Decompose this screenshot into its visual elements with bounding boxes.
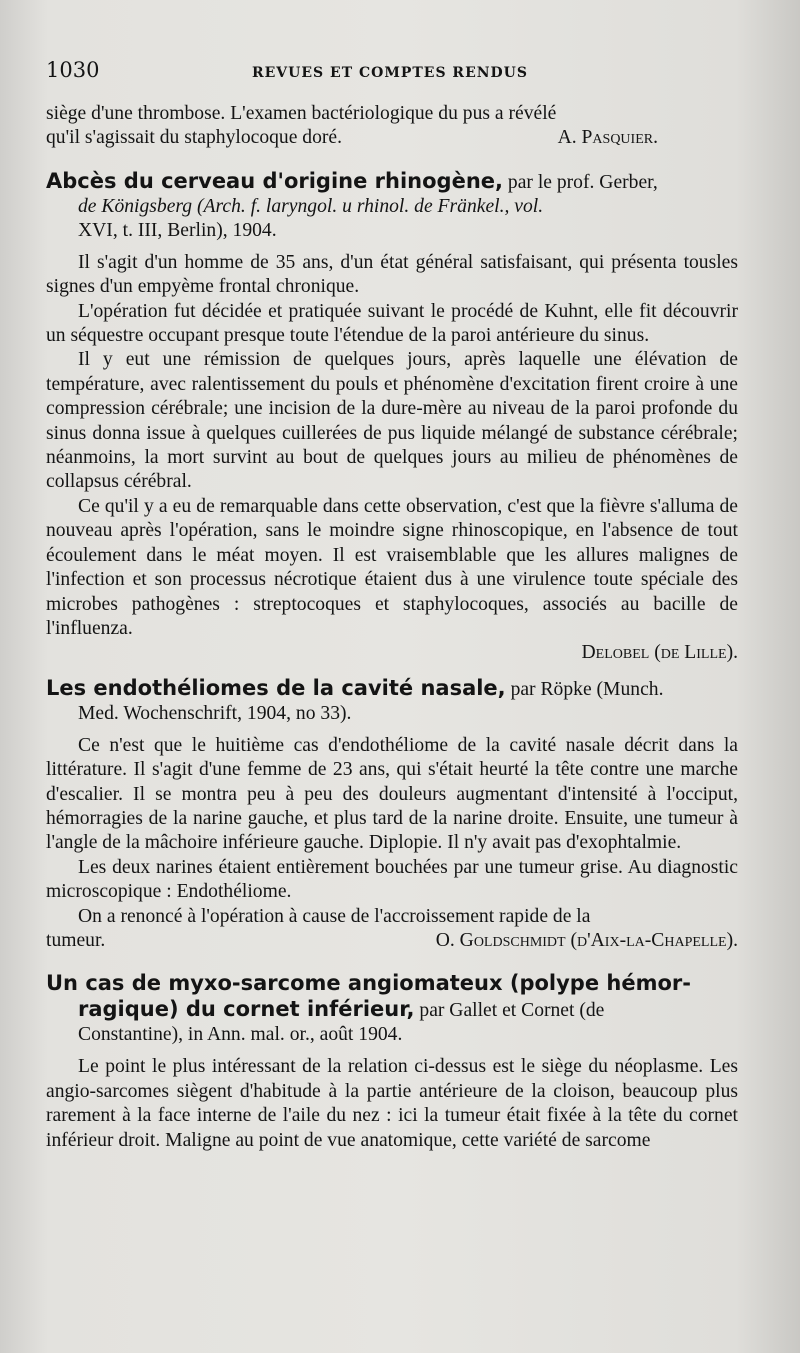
article3-title-1 [46, 971, 738, 997]
intro-line-1: siège d'une thrombose. L'examen bactériologique du pus a révélé [46, 103, 557, 124]
article-abces-cerveau [46, 169, 738, 666]
article2-paragraph-2: Les deux narines étaient entièrement bouchées par une tumeur grise. Au diagnostic microscopique : Endothéliome. [46, 856, 738, 903]
article1-paragraph-1: Il s'agit d'un homme de 35 ans, d'un état général satisfaisant, qui présenta tousles signes d'un empyème frontal chronique. [46, 251, 738, 298]
article2-byline-2: Med. Wochenschrift, 1904, no 33). [78, 702, 352, 724]
article3-byline-2: Constantine), in Ann. mal. or., août 1904. [78, 1024, 403, 1046]
article1-author: Delobel (de Lille). [581, 642, 738, 664]
intro-fragment [46, 102, 738, 151]
article2-title: Les endothéliomes de la cavité nasale, [46, 675, 506, 700]
intro-line-2 [46, 126, 738, 150]
article1-signature-line [46, 641, 738, 665]
article2-paragraph-3: On a renoncé à l'opération à cause de l'accroissement rapide de la [78, 905, 591, 927]
article1-byline-3: XVI, t. III, Berlin), 1904. [78, 219, 277, 241]
article2-signature-line [46, 929, 738, 953]
article1-paragraph-3: Il y eut une rémission de quelques jours, après laquelle une élévation de température, avec ralentissement du pouls et phénomène d'excitation firent croire à une compression cérébrale; une incision de la dure-mère au niveau de la paroi profonde du sinus donna issue à quelques cuillerées de pus liquide mélangé de substance cérébrale; néanmoins, la mort survint au bout de quelques jours au milieu de phénomènes de collapsus cérébral. [46, 349, 738, 493]
article2-paragraph-1: Ce n'est que le huitième cas d'endothéliome de la cavité nasale décrit dans la littérature. Il s'agit d'une femme de 23 ans, qui s'était heurté la tête contre une marche d'escalier. Il se montra peu à peu des douleurs augmentant d'intensité à l'occiput, hémorragies de la narine gauche, et plus tard de la narine droite. Ensuite, une tumeur à l'angle de la mâchoire inférieure gauche. Diplopie. Il n'y avait pas d'exophtalmie. [46, 734, 738, 854]
article2-byline-1: par Röpke (Munch. [510, 678, 664, 700]
intro-line-2-text: qu'il s'agissait du staphylocoque doré. [46, 127, 343, 149]
article1-paragraph-2: L'opération fut décidée et pratiquée suivant le procédé de Kuhnt, elle fit découvrir un séquestre occupant presque toute l'étendue de la paroi antérieure du sinus. [46, 300, 738, 347]
article3-heading-2 [46, 997, 738, 1023]
article1-paragraph-4: Ce qu'il y a eu de remarquable dans cette observation, c'est que la fièvre s'alluma de nouveau après l'opération, sans le moindre signe rhinoscopique, en l'absence de tout écoulement dans le méat moyen. Il est vraisemblable que les allures malignes de l'infection et son processus nécrotique étaient dus à une virulence toute spéciale des microbes pathogènes : streptocoques et staphylocoques, associés au bacille de l'influenza. [46, 495, 738, 639]
article3-title-part-1: Un cas de myxo-sarcome angiomateux (polype hémor- [46, 971, 691, 996]
intro-author: A. Pasquier. [557, 127, 658, 149]
article1-byline-2: de Königsberg (Arch. f. laryngol. u rhinol. de Fränkel., vol. [78, 195, 544, 217]
article2-heading [46, 676, 738, 702]
article2-paragraph-3-end: tumeur. [46, 929, 106, 951]
article1-byline-1: par le prof. Gerber, [507, 171, 658, 193]
page-number: 1030 [46, 58, 100, 82]
article1-heading [46, 169, 738, 195]
article-endotheliomes [46, 676, 738, 954]
page-header [46, 58, 738, 90]
article2-author: O. Goldschmidt (d'Aix-la-Chapelle). [435, 929, 738, 951]
article-myxo-sarcome [46, 971, 738, 1153]
article3-byline-1: par Gallet et Cornet (de [419, 1000, 605, 1022]
article3-paragraph-1: Le point le plus intéressant de la relation ci-dessus est le siège du néoplasme. Les angio-sarcomes siègent d'habitude à la partie antérieure de la cloison, beaucoup plus rarement à la face interne de l'aile du nez : ici la tumeur était fixée à la tête du cornet inférieur droit. Maligne au point de vue anatomique, cette variété de sarcome [46, 1056, 738, 1151]
article1-title: Abcès du cerveau d'origine rhinogène, [46, 168, 503, 193]
article3-title-part-2: ragique) du cornet inférieur, [78, 997, 415, 1022]
running-head: REVUES ET COMPTES RENDUS [252, 65, 528, 81]
